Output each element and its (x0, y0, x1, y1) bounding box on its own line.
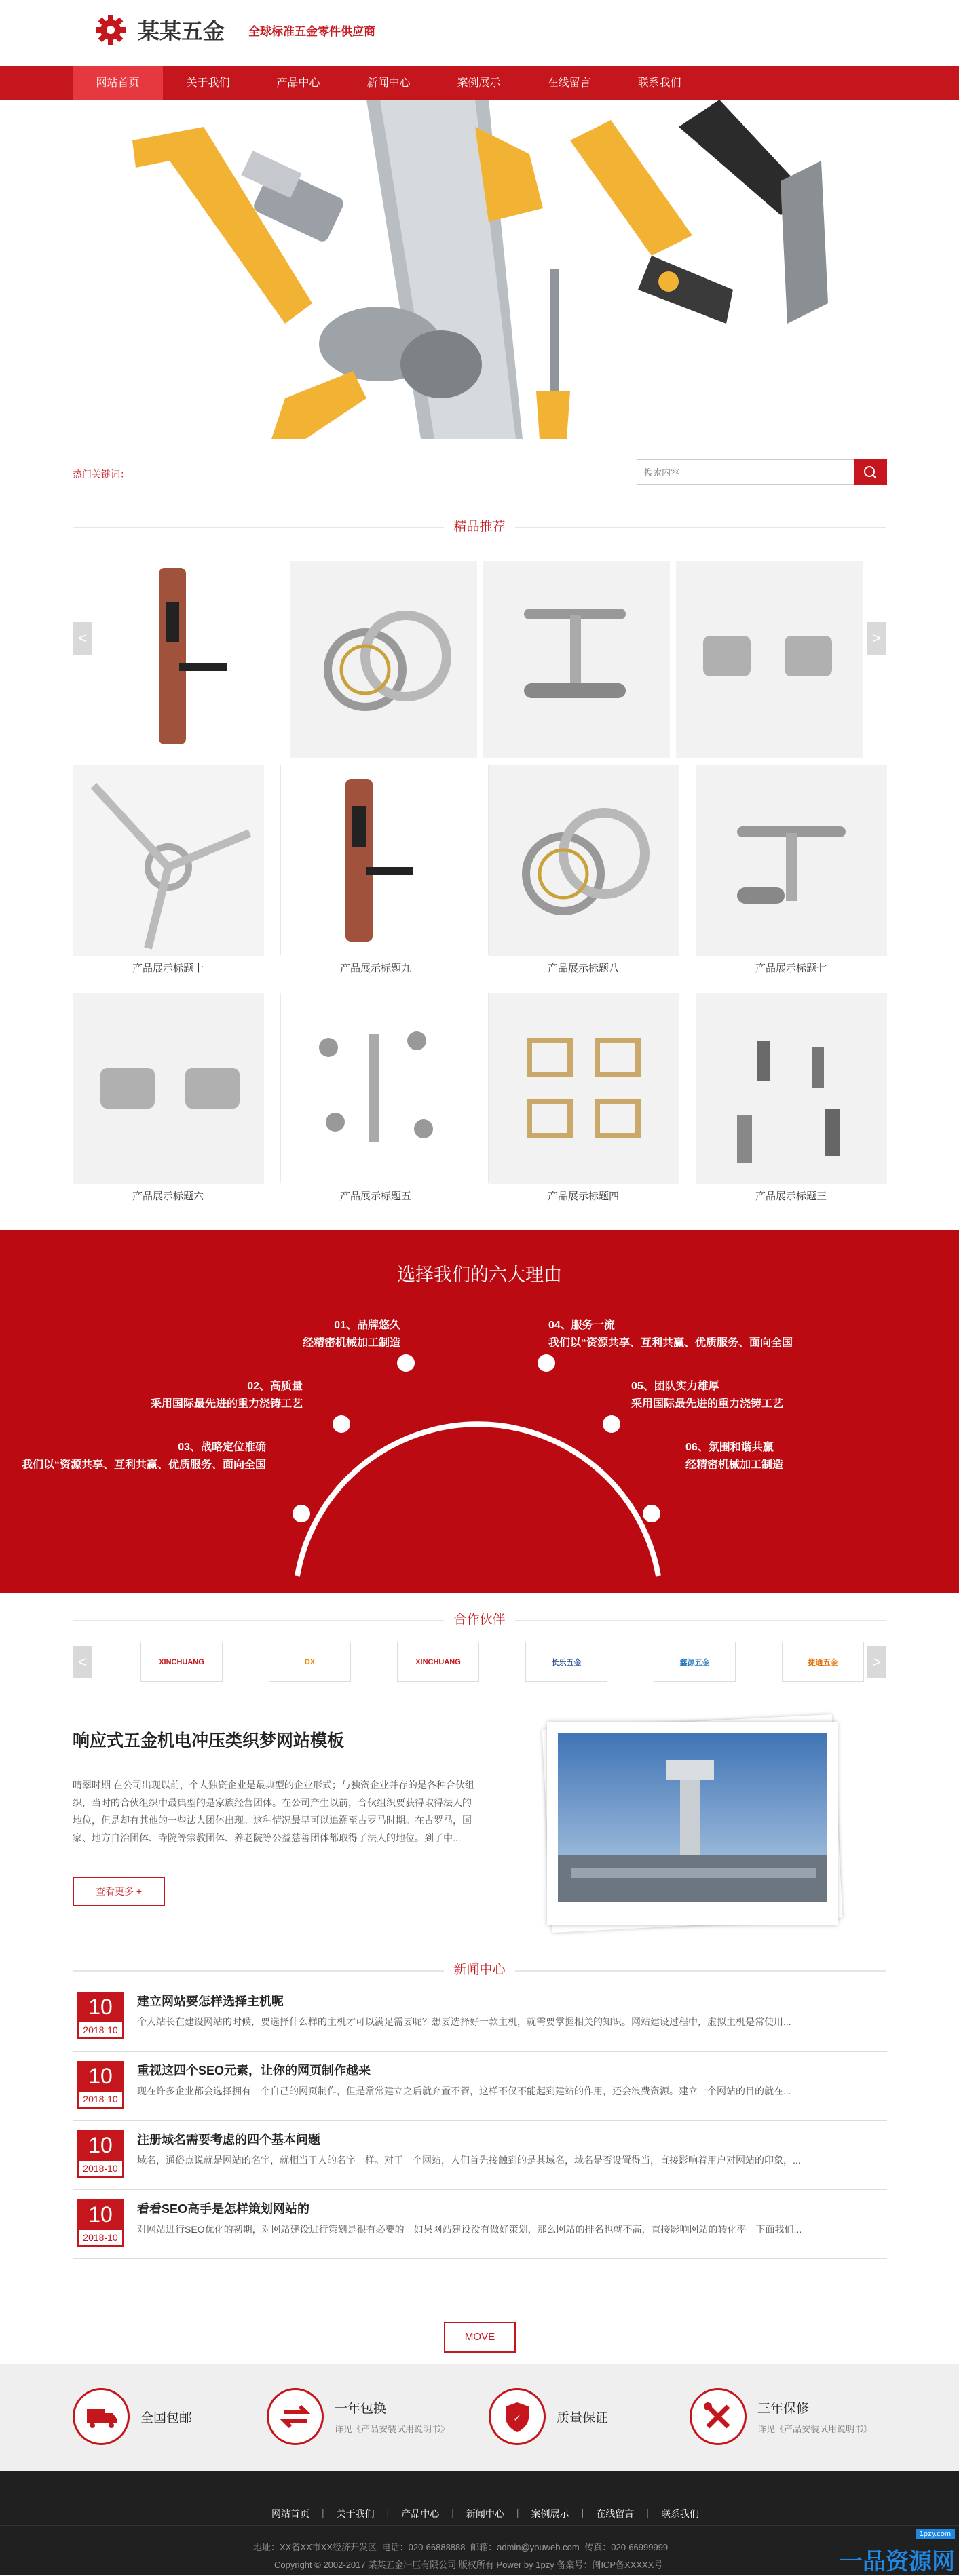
product-caption[interactable]: 产品展示标题八 (547, 963, 619, 974)
partner-logo[interactable]: XINCHUANG (397, 1642, 479, 1682)
news-item[interactable] (73, 2053, 887, 2121)
partner-logo[interactable]: 捷通五金 (782, 1642, 864, 1682)
partners-prev-button[interactable]: < (73, 1646, 92, 1678)
about-section (0, 1708, 959, 1957)
service-bar (0, 2364, 959, 2471)
news-desc: 现在许多企业都会选择拥有一个自己的网页制作，但是常常建立之后就弃置不管，这样不仅不能起到建站的作用，还会浪费资源。建立一个网站的目的就在... (137, 2085, 791, 2096)
news-list (0, 1984, 959, 2364)
shield-icon (489, 2388, 546, 2445)
airport-tower-image (558, 1733, 827, 1902)
news-title-link[interactable]: 看看SEO高手是怎样策划网站的 (137, 2202, 310, 2216)
news-item[interactable] (73, 2122, 887, 2190)
search-button[interactable] (854, 459, 887, 485)
search-bar (0, 439, 959, 514)
reason-item: 01、品牌悠久 经精密机械加工制造 (302, 1320, 400, 1349)
product-image (489, 993, 679, 1184)
footer-link[interactable]: 联系我们 (660, 2508, 699, 2519)
reason-item: 02、高质量 采用国际最先进的重力浇铸工艺 (150, 1381, 303, 1410)
exchange-icon (267, 2388, 324, 2445)
main-nav (0, 66, 959, 100)
slide-item[interactable] (290, 561, 477, 758)
tee-wrench-image (483, 561, 670, 758)
footer (0, 2471, 959, 2575)
partners-title: 合作伙伴 (0, 1607, 959, 1634)
product-caption[interactable]: 产品展示标题九 (339, 963, 411, 974)
site-slogan: 全球标准五金零件供应商 (240, 22, 375, 39)
news-date: 10 2018-10 (77, 2199, 124, 2247)
hot-keywords-label: 热门关键词： (73, 469, 130, 480)
footer-link[interactable]: 网站首页 (271, 2508, 309, 2519)
nav-item-message[interactable]: 在线留言 (547, 77, 591, 89)
product-grid (0, 765, 959, 1230)
footer-link[interactable]: 产品中心 (401, 2508, 440, 2519)
product-card[interactable] (280, 765, 471, 982)
slide-item[interactable] (98, 561, 284, 758)
product-card[interactable] (696, 993, 886, 1210)
truck-icon (73, 2388, 130, 2445)
product-card[interactable] (73, 993, 263, 1210)
news-date: 10 2018-10 (77, 1992, 124, 2039)
reasons-title: 选择我们的六大理由 (397, 1265, 562, 1285)
footer-link[interactable]: 案例展示 (531, 2508, 569, 2519)
door-lock-image (98, 561, 284, 758)
product-card[interactable] (280, 993, 471, 1210)
footer-nav: 网站首页 | 关于我们 | 产品中心 | 新闻中心 | 案例展示 | 在线留言 | 联系我们 (259, 2507, 711, 2520)
service-item: 一年包换 详见《产品安装试用说明书》 (267, 2388, 449, 2445)
hero-banner[interactable] (0, 100, 959, 439)
reason-item: 05、团队实力雄厚 采用国际最先进的重力浇铸工艺 (631, 1381, 784, 1410)
product-card[interactable] (488, 993, 679, 1210)
product-card[interactable] (696, 765, 886, 982)
product-card[interactable] (488, 765, 679, 982)
product-caption[interactable]: 产品展示标题十 (132, 963, 204, 974)
product-image (696, 993, 887, 1184)
fittings-image (676, 561, 863, 758)
news-title-link[interactable]: 建立网站要怎样选择主机呢 (137, 1995, 284, 2008)
nav-item-cases[interactable]: 案例展示 (457, 77, 501, 89)
service-item: 全国包邮 (73, 2388, 192, 2445)
site-logo[interactable] (94, 14, 375, 46)
footer-link[interactable]: 在线留言 (596, 2508, 635, 2519)
nav-item-contact[interactable]: 联系我们 (637, 77, 681, 89)
partner-logo[interactable]: XINCHUANG (140, 1642, 223, 1682)
product-image (73, 993, 264, 1184)
about-title: 响应式五金机电冲压类织梦网站模板 (73, 1731, 345, 1750)
news-item[interactable] (73, 2191, 887, 2259)
gear-icon (94, 14, 127, 46)
product-image (489, 765, 679, 956)
partner-logo[interactable]: 鑫源五金 (654, 1642, 736, 1682)
tools-banner-image (0, 100, 959, 439)
reason-item: 03、战略定位准确 我们以“资源共享、互利共赢、优质服务、面向全国 (21, 1442, 266, 1471)
about-photo-frame (547, 1722, 838, 1925)
footer-link[interactable]: 关于我们 (336, 2508, 375, 2519)
product-caption[interactable]: 产品展示标题七 (755, 963, 827, 974)
product-caption[interactable]: 产品展示标题六 (132, 1191, 204, 1202)
six-reasons-section (0, 1230, 959, 1593)
product-image (696, 765, 887, 956)
partners-next-button[interactable]: > (867, 1646, 886, 1678)
news-title: 新闻中心 (0, 1957, 959, 1984)
header (0, 0, 959, 66)
svg-text:✓: ✓ (513, 2413, 521, 2424)
footer-link[interactable]: 新闻中心 (466, 2508, 504, 2519)
nav-item-products[interactable]: 产品中心 (276, 77, 320, 89)
tools-icon (690, 2388, 747, 2445)
news-item[interactable] (73, 1984, 887, 2052)
footer-copyright: Copyright © 2002-2017 某某五金冲压有限公司 版权所有 Power by 1pzy 备案号：闽ICP备XXXXX号 (274, 2560, 663, 2570)
partners-strip (0, 1613, 959, 1708)
news-desc: 对网站进行SEO优化的初期，对网站建设进行策划是很有必要的。如果网站建设没有做好策划，那么网站的排名也就不高，直接影响网站的转化率。下面我们... (137, 2224, 802, 2235)
partner-logo[interactable]: 长乐五金 (525, 1642, 607, 1682)
news-title-link[interactable]: 注册域名需要考虑的四个基本问题 (137, 2133, 320, 2147)
slide-item[interactable] (676, 561, 863, 758)
nav-item-home[interactable]: 网站首页 (73, 66, 163, 100)
slider-next-button[interactable]: > (867, 622, 886, 655)
product-caption[interactable]: 产品展示标题四 (547, 1191, 619, 1202)
footer-contact-info: 地址：XX省XX市XX经济开发区 电话：020-66888888 邮箱：admin@youweb.com 传真：020-66999999 (253, 2542, 669, 2552)
nav-item-about[interactable]: 关于我们 (186, 77, 230, 89)
news-date: 10 2018-10 (77, 2061, 124, 2109)
product-image (281, 765, 472, 956)
product-caption[interactable]: 产品展示标题三 (755, 1191, 827, 1202)
about-more-button[interactable]: 查看更多 + (73, 1877, 165, 1906)
nav-item-news[interactable]: 新闻中心 (366, 77, 411, 89)
search-input[interactable] (637, 459, 854, 485)
product-image (73, 765, 264, 956)
service-item: 三年保修 详见《产品安装试用说明书》 (690, 2388, 872, 2445)
product-caption[interactable]: 产品展示标题五 (339, 1191, 411, 1202)
product-card[interactable] (73, 765, 263, 982)
search-icon (854, 459, 887, 485)
reasons-arc (0, 1230, 959, 1593)
featured-title: 精品推荐 (0, 514, 959, 541)
news-desc: 个人站长在建设网站的时候，要选择什么样的主机才可以满足需要呢？想要选择好一款主机，就需要掌握相关的知识。网站建设过程中，虚拟主机是常使用... (137, 2016, 791, 2027)
slide-item[interactable] (483, 561, 670, 758)
bearings-image (290, 561, 477, 758)
news-desc: 域名，通俗点说就是网站的名字，就相当于人的名字一样。对于一个网站，人们首先接触到的是其域名，域名是否设置得当，直接影响着用户对网站的印象，... (137, 2155, 801, 2166)
news-title-link[interactable]: 重视这四个SEO元素，让你的网页制作越来 (137, 2064, 371, 2077)
slider-prev-button[interactable]: < (73, 622, 92, 655)
watermark-logo: 1pzy.com 一品资源网 (840, 2530, 955, 2575)
reason-item: 04、服务一流 我们以“资源共享、互利共赢、优质服务、面向全国 (548, 1320, 793, 1349)
featured-slider (0, 541, 959, 765)
site-name: 某某五金 (138, 19, 225, 43)
reason-item: 06、氛围和谐共赢 经精密机械加工制造 (685, 1442, 784, 1471)
about-text: 晴翠时期 在公司出现以前，个人独资企业是最典型的企业形式；与独资企业并存的是各种合伙组织，当时的合伙组织中最典型的是家族经营团体。在公司产生以前，合伙组织要获得取得法人的地位，但是却有其他的一些法人团体出现。这种情况最早可以追溯至古罗马时期。在古罗马，国家、地方自治团体、寺院等宗教团体、养老院等公益慈善团体都取得了法人的地位。到了中... (73, 1780, 474, 1843)
news-date: 10 2018-10 (77, 2130, 124, 2178)
partner-logo[interactable]: DX (269, 1642, 351, 1682)
news-more-button[interactable]: MOVE (444, 2322, 516, 2353)
product-image (281, 993, 472, 1184)
service-item: ✓ 质量保证 (489, 2388, 608, 2445)
